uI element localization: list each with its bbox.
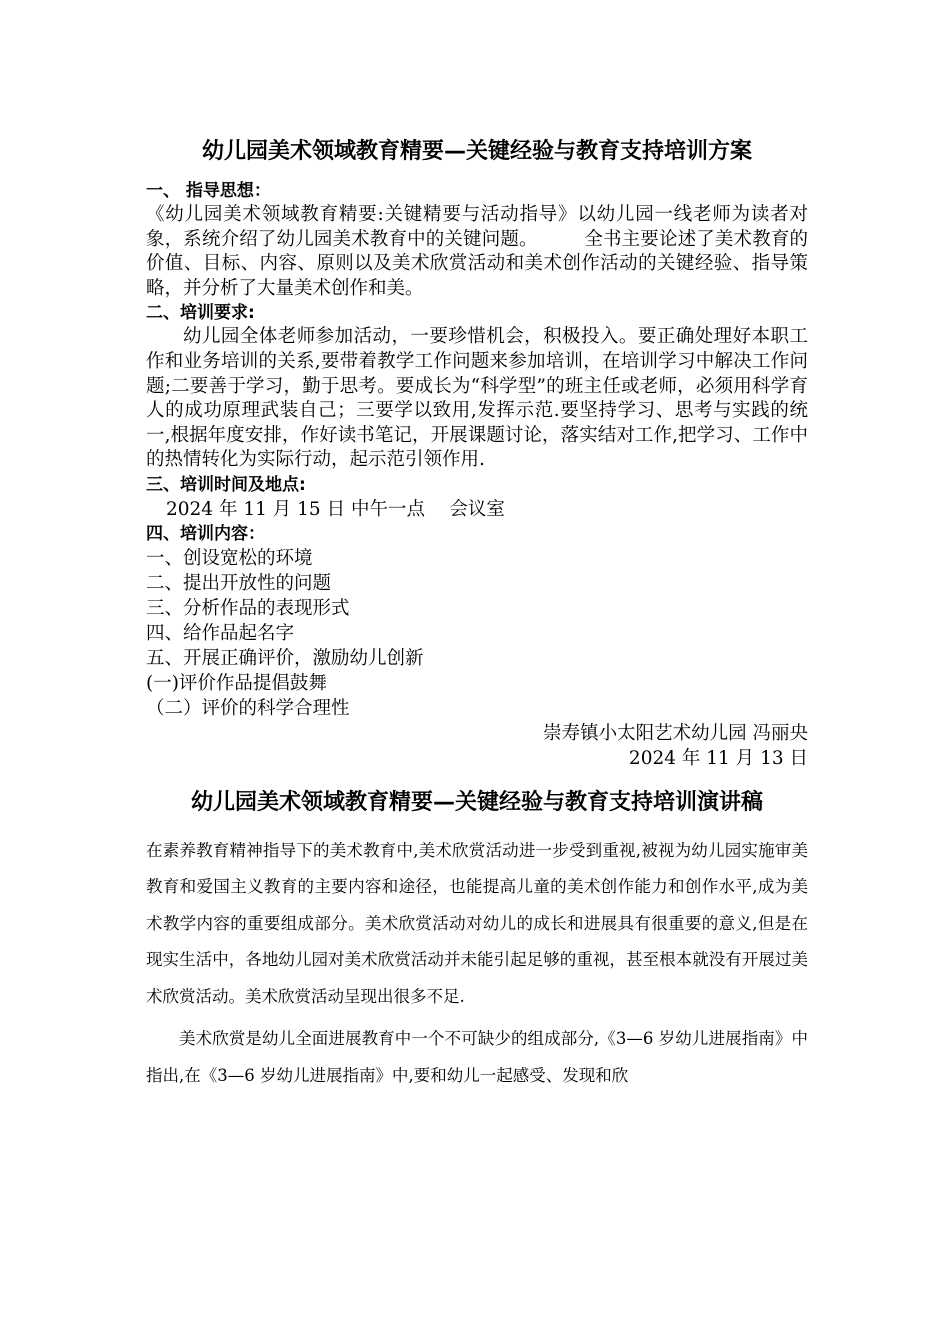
training-plan-title: 幼儿园美术领域教育精要—关键经验与教育支持培训方案 xyxy=(201,139,752,164)
signature-line: 崇寿镇小太阳艺术幼儿园 冯丽央 xyxy=(543,722,808,744)
content-list-item: 一、创设宽松的环境 xyxy=(146,547,313,569)
document-content xyxy=(146,134,808,1094)
speech-paragraph: 在素养教育精神指导下的美术教育中,美术欣赏活动进一步受到重视,被视为幼儿园实施审美教育和爱国主义教育的主要内容和途径，也能提高儿童的美术创作能力和创作水平,成为美术教学内容的重要组成部分。美术欣赏活动对幼儿的成长和进展具有很重要的意义,但是在现实生活中，各地幼儿园对美术欣赏活动并未能引起足够的重视，甚至根本就没有开展过美术欣赏活动。美术欣赏活动呈现出很多不足. xyxy=(146,840,808,1006)
content-list-item: 二、提出开放性的问题 xyxy=(146,572,332,594)
section-requirements-heading: 二、培训要求: xyxy=(146,303,255,324)
content-list-item: (一)评价作品提倡鼓舞 xyxy=(146,672,327,694)
content-list-item: 五、开展正确评价，激励幼儿创新 xyxy=(146,647,424,669)
content-list-item: 三、分析作品的表现形式 xyxy=(146,597,350,619)
section-time-place-heading: 三、培训时间及地点: xyxy=(146,474,306,495)
section-guiding-idea-heading: 一、 指导思想： xyxy=(146,181,271,201)
section-requirements-text: 幼儿园全体老师参加活动，一要珍惜机会，积极投入。要正确处理好本职工作和业务培训的关系,要带着教学工作问题来参加培训，在培训学习中解决工作问题;二要善于学习，勤于思考。要成长为“科学型”的班主任或老师，必须用科学育人的成功原理武装自己；三要学以致用,发挥示范.要坚持学习、思考与实践的统一,根据年度安排，作好读书笔记，开展课题讨论，落实结对工作,把学习、工作中的热情转化为实际行动，起示范引领作用. xyxy=(146,326,808,471)
section-content-heading: 四、培训内容： xyxy=(146,523,265,544)
speech-title: 幼儿园美术领域教育精要—关键经验与教育支持培训演讲稿 xyxy=(190,789,763,815)
content-list-item: 四、给作品起名字 xyxy=(146,622,295,644)
content-list-item: （二）评价的科学合理性 xyxy=(146,697,350,719)
section-guiding-idea-text: 《幼儿园美术领域教育精要:关键精要与活动指导》以幼儿园一线老师为读者对象，系统介绍了幼儿园美术教育中的关键问题。 全书主要论述了美术教育的价值、目标、内容、原则以及美术欣赏活动和美术创作活动的关键经验、指导策略，并分析了大量美术创作和美。 xyxy=(146,204,808,299)
section-time-place-text: 2024 年 11 月 15 日 中午一点 会议室 xyxy=(166,498,505,520)
speech-paragraph: 美术欣赏是幼儿全面进展教育中一个不可缺少的组成部分,《3—6 岁幼儿进展指南》中指出,在《3—6 岁幼儿进展指南》中,要和幼儿一起感受、发现和欣 xyxy=(146,1029,808,1085)
signature-date: 2024 年 11 月 13 日 xyxy=(628,747,808,769)
